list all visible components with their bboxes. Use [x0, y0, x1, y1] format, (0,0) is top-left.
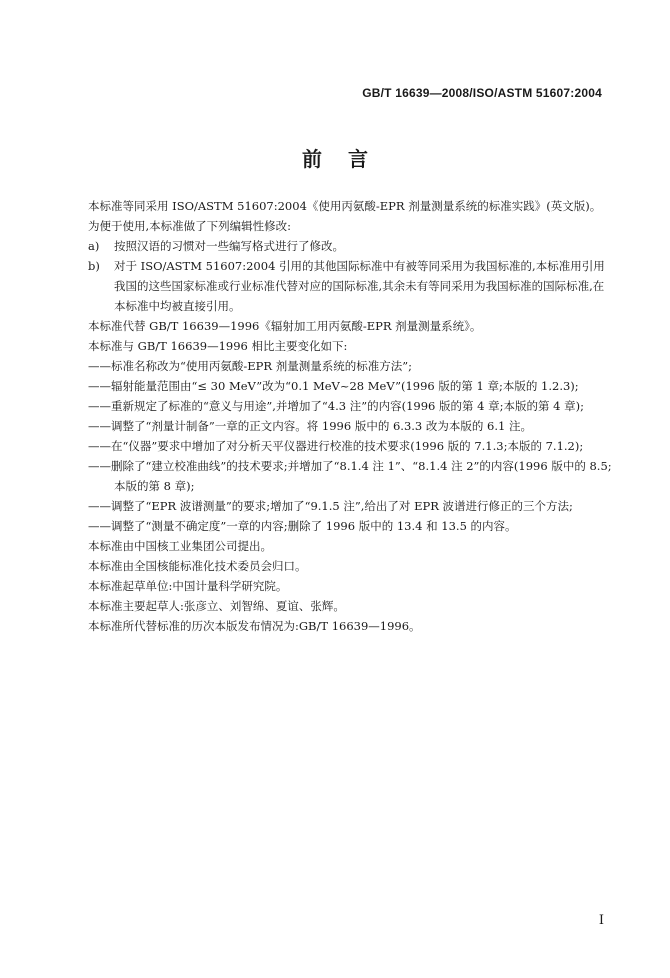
paragraph-history: 本标准所代替标准的历次本版发布情况为:GB/T 16639—1996。: [88, 619, 421, 633]
list-text-b: 对于 ISO/ASTM 51607:2004 引用的其他国际标准中有被等同采用为我国标准的,本标准用引用我国的这些国家标准或行业标准代替对应的国际标准,其余未有等同采用为我国标准的国际标准,在本标准中均被直接引用。: [114, 259, 605, 313]
paragraph-changes-intro: 本标准与 GB/T 16639—1996 相比主要变化如下:: [88, 339, 348, 353]
paragraph-replaces: 本标准代替 GB/T 16639—1996《辐射加工用丙氨酸-EPR 剂量测量系统》。: [88, 319, 482, 333]
change-item-4: ——调整了“剂量计制备”一章的正文内容。将 1996 版中的 6.3.3 改为本版的 6.1 注。: [88, 419, 533, 433]
list-item-a: [64, 236, 614, 256]
change-item-5: ——在“仪器”要求中增加了对分析天平仪器进行校准的技术要求(1996 版的 7.1.3;本版的 7.1.2);: [88, 439, 584, 453]
list-label-a: a): [88, 239, 100, 253]
list-text-a: 按照汉语的习惯对一些编写格式进行了修改。: [114, 239, 344, 253]
standard-number: GB/T 16639—2008/ISO/ASTM 51607:2004: [362, 86, 602, 100]
paragraph-proposer: 本标准由中国核工业集团公司提出。: [88, 539, 272, 553]
change-item-3: ——重新规定了标准的“意义与用途”,并增加了“4.3 注”的内容(1996 版的第 4 章;本版的第 4 章);: [88, 399, 585, 413]
paragraph-drafters: 本标准主要起草人:张彦立、刘智绵、夏谊、张辉。: [88, 599, 345, 613]
page-title: 前言: [302, 147, 394, 171]
change-item-1: ——标准名称改为“使用丙氨酸-EPR 剂量测量系统的标准方法”;: [88, 359, 412, 373]
list-item-b: [64, 256, 614, 316]
change-item-2: ——辐射能量范围由“≤ 30 MeV”改为“0.1 MeV~28 MeV”(1996 版的第 1 章;本版的 1.2.3);: [88, 379, 579, 393]
paragraph-committee: 本标准由全国核能标准化技术委员会归口。: [88, 559, 307, 573]
page-number: I: [598, 913, 604, 928]
paragraph-editorial-intro: 为便于使用,本标准做了下列编辑性修改:: [88, 219, 292, 233]
change-item-6: ——删除了“建立校准曲线”的技术要求;并增加了“8.1.4 注 1”、“8.1.4 注 2”的内容(1996 版中的 8.5;本版的第 8 章);: [88, 459, 612, 493]
list-label-b: b): [88, 259, 100, 273]
paragraph-adoption: 本标准等同采用 ISO/ASTM 51607:2004《使用丙氨酸-EPR 剂量测量系统的标准实践》(英文版)。: [88, 199, 602, 213]
change-item-8: ——调整了“测量不确定度”一章的内容;删除了 1996 版中的 13.4 和 13.5 的内容。: [88, 519, 517, 533]
foreword-body: [64, 196, 614, 636]
paragraph-drafting-unit: 本标准起草单位:中国计量科学研究院。: [88, 579, 288, 593]
change-item-7: ——调整了“EPR 波谱测量”的要求;增加了“9.1.5 注”,给出了对 EPR 波谱进行修正的三个方法;: [88, 499, 573, 513]
